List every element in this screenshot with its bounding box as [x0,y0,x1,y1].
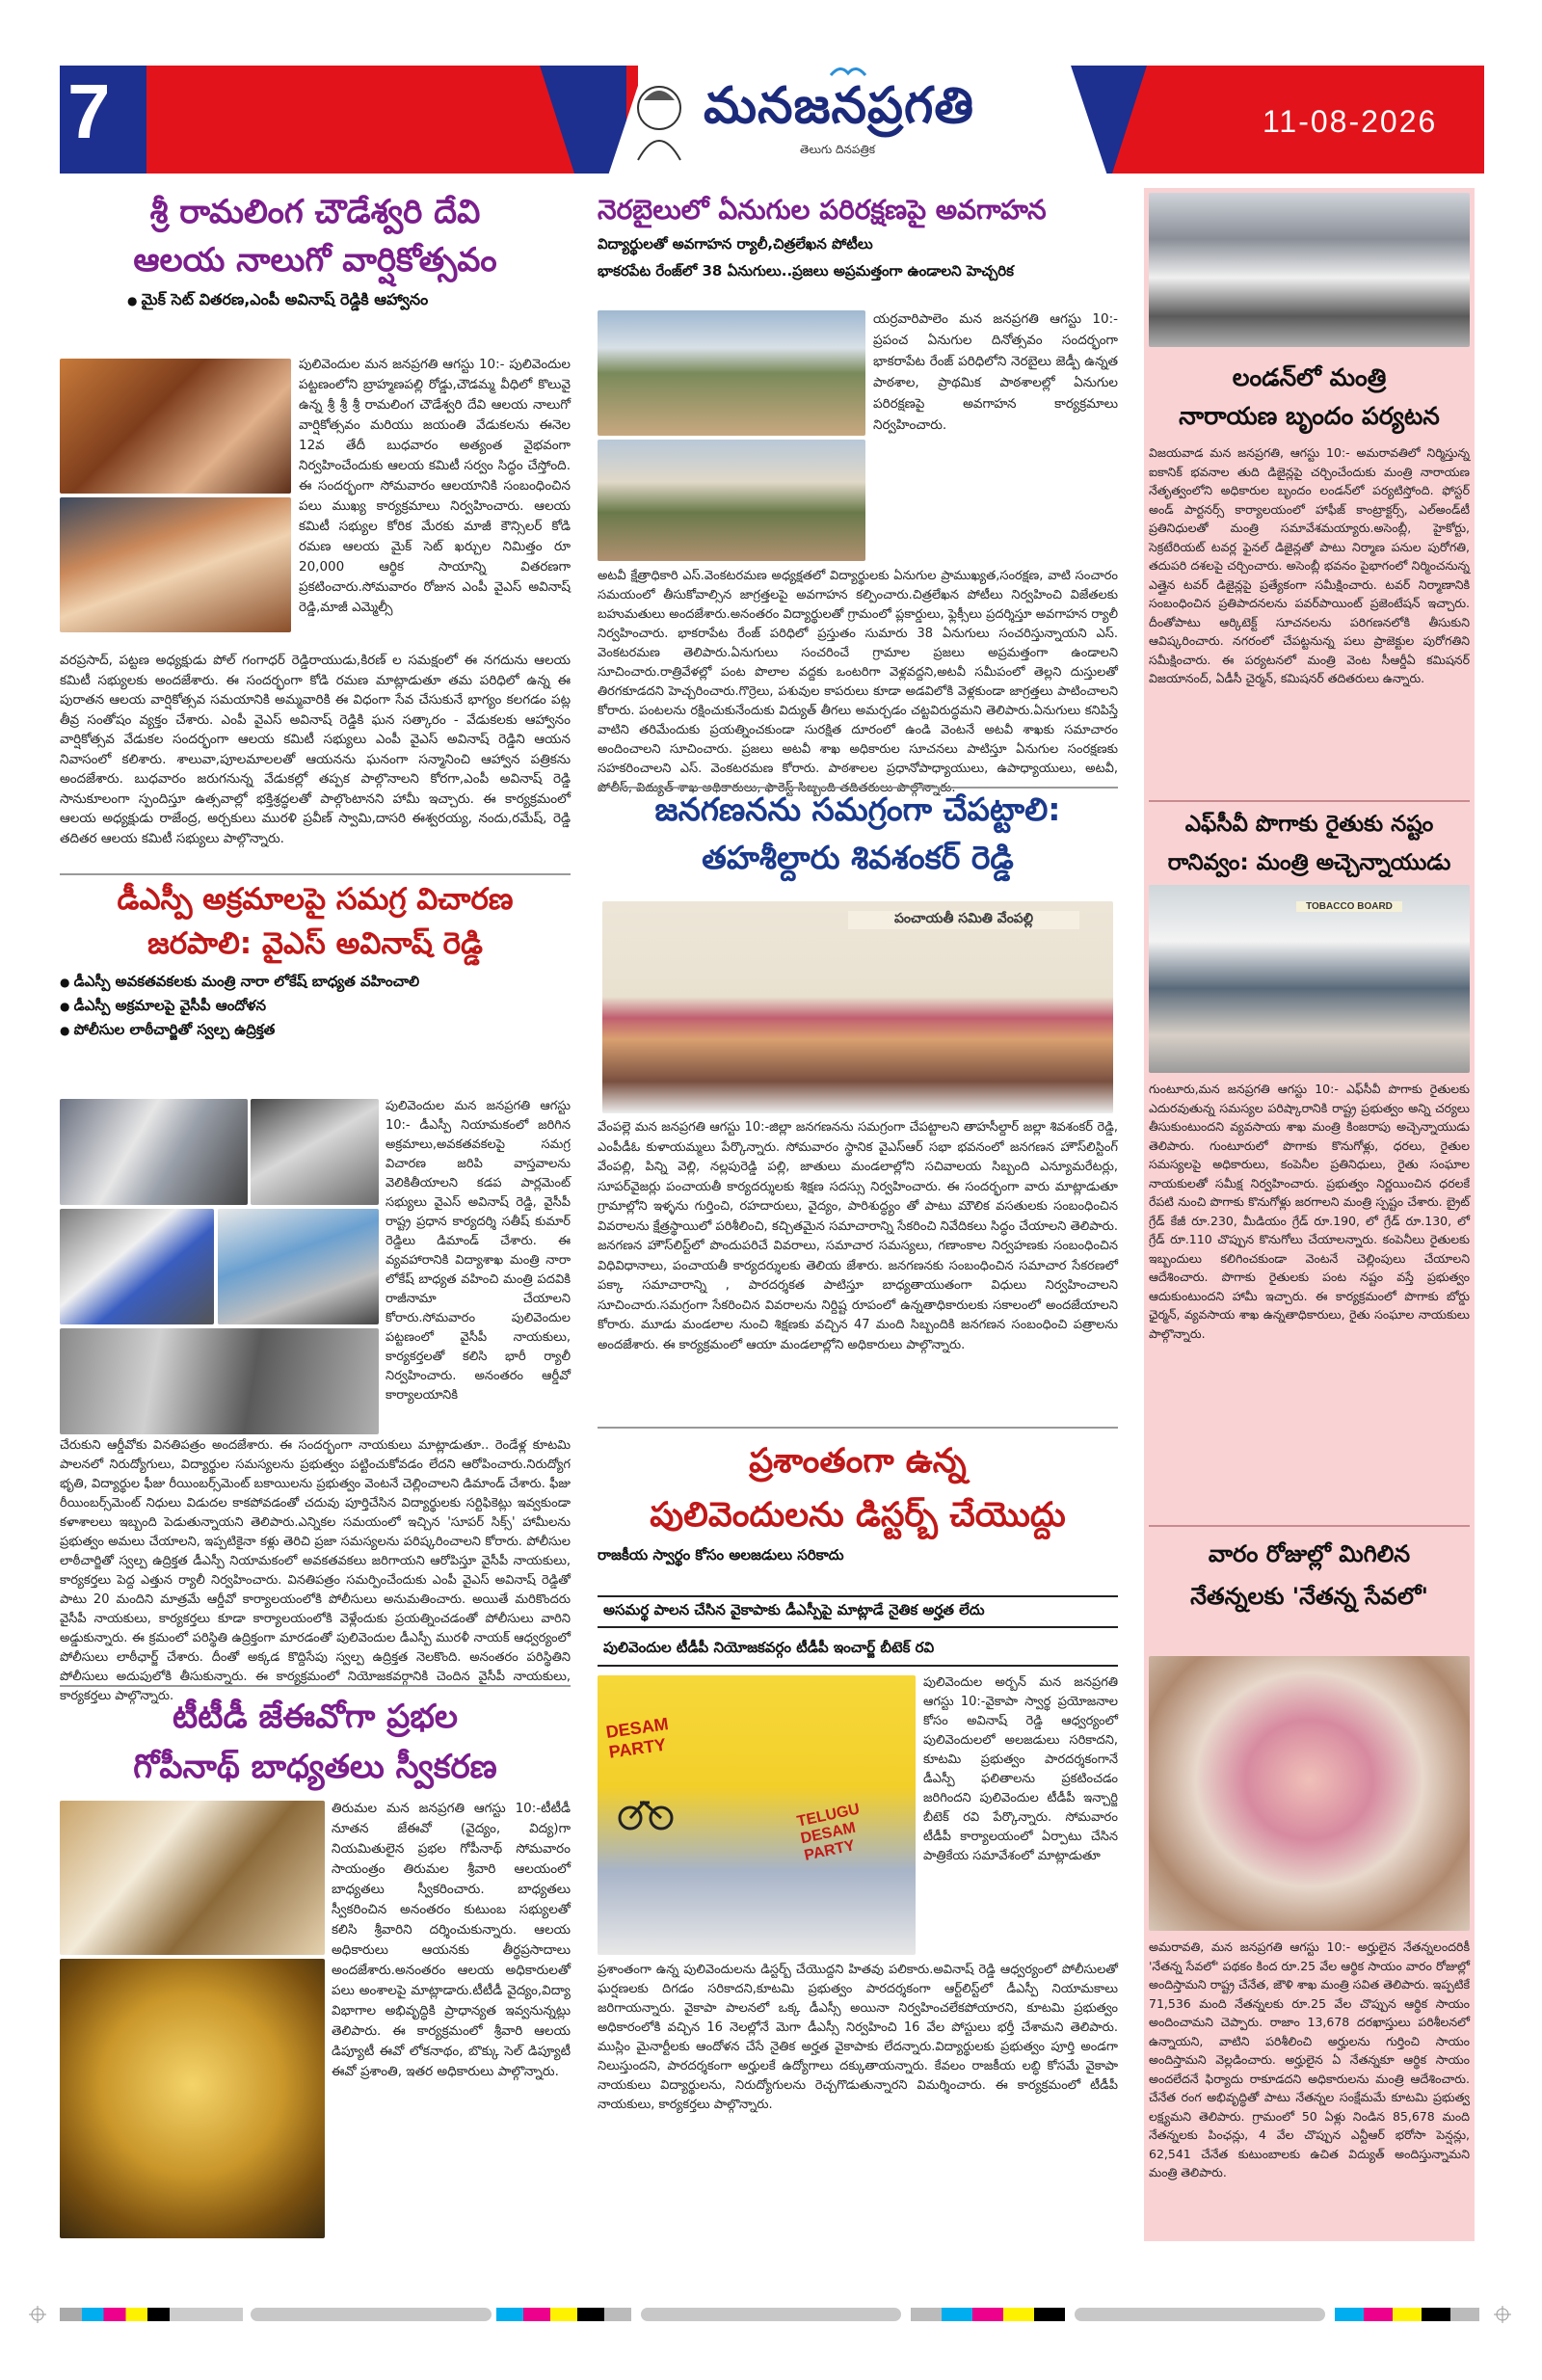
article-body-side: పులివెందుల మన జనప్రగతి ఆగస్టు 10:- పులివెందుల పట్టణంలోని బ్రాహ్మణపల్లి రోడ్డు,చౌడమ్మ వీధిలో కొలువై ఉన్న శ్రీ శ్రీ శ్రీ రామలింగ చౌడేశ్వరి దేవి ఆలయ నాలుగో వార్షికోత్సవం మరియు జయంతి వేడుకలను ఈనెల 12వ తేదీ బుధవారం అత్యంత వైభవంగా నిర్వహించేందుకు ఆలయ కమిటీ సర్వం సిద్ధం చేస్తోంది. ఈ సందర్భంగా సోమవారం ఆలయానికి సంబంధించిన పలు ముఖ్య కార్యక్రమాలు నిర్వహించారు. ఆలయ కమిటీ సభ్యుల కోరిక మేరకు మాజీ కౌన్సిలర్ కోడి రమణ ఆలయ మైక్ సెట్ ఖర్చుల నిమిత్తం రూ 20,000 ఆర్థిక సాయాన్ని వితరణగా ప్రకటించారు.సోమవారం రోజున ఎంపీ వైఎస్ అవినాష్ రెడ్డి,మాజీ ఎమ్మెల్సీ [299,357,571,615]
subheading-bullet-3: ● పోలీసుల లాఠీచార్జితో స్వల్ప ఉద్రిక్తత [60,1018,571,1042]
article-census [598,786,1118,882]
article-body: విజయవాడ మన జనప్రగతి, ఆగస్టు 10:- అమరావతిలో నిర్మిస్తున్న ఐకానిక్ భవనాల తుది డిజైన్లపై చర్చించేందుకు మంత్రి నారాయణ నేతృత్వంలోని అధికారుల బృందం లండన్‌లో పర్యటిస్తోంది. ఫోస్టర్ అండ్ పార్టనర్స్ కార్యాలయంలో హాఫీజ్ కాంట్రాక్టర్స్, ఎల్‌అండ్‌టీ ప్రతినిధులతో మంత్రి సమావేశమయ్యారు.అసెంబ్లీ, హైకోర్టు, సెక్రటేరియట్ టవర్ల ఫైనల్ డిజైన్లతో పాటు నిర్మాణ పనుల పురోగతి, తదుపరి దశలపై చర్చించారు. అసెంబ్లీ భవనం పైభాగంలో నిర్మించనున్న ఎత్తైన టవర్ డిజైన్లపై ప్రత్యేకంగా సమీక్షించారు. టవర్ నిర్మాణానికి సంబంధించిన ప్రతిపాదనలను పవర్‌పాయింట్ ప్రజెంటేషన్ ఇచ్చారు. దీంతోపాటు ఆర్కిటెక్ట్ సూచనలను పరిగణనలోకి తీసుకుని ఆవిష్కరించారు. నగరంలో చేపట్టనున్న పలు ప్రాజెక్టుల పురోగతిని సమీక్షించారు. ఈ పర్యటనలో మంత్రి వెంట సీఆర్డీఏ కమిషనర్ విజయానంద్, ఏడీసీ చైర్మన్, కమిషనర్ తదితరులు ఉన్నారు. [1149,445,1470,685]
headline-line-2: నారాయణ బృందం పర్యటన [1179,402,1440,430]
tobacco-photo-sign: TOBACCO BOARD [1296,901,1402,912]
divider [1149,800,1470,802]
headline: నెరబైలులో ఏనుగుల పరిరక్షణపై అవగాహన [598,194,1047,226]
rally-photo-1 [60,1099,248,1205]
logo-portrait [625,73,694,166]
article-body: చేరుకుని ఆర్డీవోకు వినతిపత్రం అందజేశారు. ఈ సందర్భంగా నాయకులు మాట్లాడుతూ.. రెండేళ్ల కూటమి పాలనలో నిరుద్యోగులు, విద్యార్థుల సమస్యలను ప్రభుత్వం పట్టించుకోవడం లేదని ఆరోపించారు.నిరుద్యోగ భృతి, విద్యార్థుల ఫీజు రీయింబర్స్‌మెంట్ బకాయిలను ప్రభుత్వం వెంటనే చెల్లించాలని డిమాండ్ చేశారు. ఫీజు రీయింబర్స్‌మెంట్ నిధులు విడుదల కాకపోవడంతో చదువు పూర్తిచేసిన విద్యార్థులకు సర్టిఫికెట్లు ఇవ్వకుండా కళాశాలలు ఇబ్బంది పెడుతున్నాయని తెలిపారు.ఎన్నికల సమయంలో ఇచ్చిన 'సూపర్ సిక్స్' హామీలను ప్రభుత్వం అమలు చేయాలని, ఇప్పటికైనా కళ్లు తెరిచి ప్రజా సమస్యలను పరిష్కరించాలని కోరారు. పోలీసుల లాఠీచార్జితో స్వల్ప ఉద్రిక్తత డీఎస్పీ నియామకంలో అవకతవకలు జరిగాయని ఆరోపిస్తూ వైసీపీ నాయకులు, కార్యకర్తలు పెద్ద ఎత్తున ర్యాలీ నిర్వహించారు. వినతిపత్రం సమర్పించేందుకు ఎంపీ వైఎస్ అవినాష్ రెడ్డితో పాటు 20 మందిని మాత్రమే ఆర్డీవో కార్యాలయంలోకి పోలీసులు అనుమతించారు. అయితే మరికొందరు వైసీపీ నాయకులు, కార్యకర్తలు కూడా కార్యాలయంలోకి వెళ్లేందుకు ప్రయత్నించడంతో పోలీసులు వారిని అడ్డుకున్నారు. ఈ క్రమంలో పరిస్థితి ఉద్రిక్తంగా మారడంతో పులివెందుల డీఎస్పీ మురళీ నాయక్ ఆధ్వర్యంలో పోలీసులు లాఠీఛార్జ్ చేశారు. దీంతో అక్కడ కొద్దిసేపు స్వల్ప ఉద్రిక్తత నెలకొంది. అనంతరం పరిస్థితిని పోలీసులు అదుపులోకి తీసుకున్నారు. ఈ కార్యక్రమంలో నియోజకవర్గానికి చెందిన వైసీపీ నాయకులు, కార్యకర్తలు పాల్గొన్నారు. [60,1438,571,1703]
divider [598,1427,1118,1429]
elephant-rally-photo-2 [598,440,865,561]
headline-line-1: డీఎస్పీ అక్రమాలపై సమగ్ర విచారణ [117,882,514,917]
temple-photo-2 [60,497,291,632]
london-meeting-photo [1149,193,1470,347]
article-body: గుంటూరు,మన జనప్రగతి ఆగస్టు 10:- ఎఫ్‌సీవీ పొగాకు రైతులకు ఎదురవుతున్న సమస్యల పరిష్కారానికి రాష్ట్ర ప్రభుత్వం అన్ని చర్యలు తీసుకుంటుందని వ్యవసాయ శాఖ మంత్రి కింజరాపు అచ్చెన్నాయుడు తెలిపారు. గుంటూరులో పొగాకు కొనుగోళ్లు, ధరలు, రైతుల సమస్యలపై అధికారులు, కంపెనీల ప్రతినిధులు, రైతు సంఘాల నాయకులతో సమీక్ష నిర్వహించారు. ప్రభుత్వం నిర్ణయించిన ధరలకే రేపటి నుంచి పొగాకు కొనుగోళ్లు జరగాలని మంత్రి స్పష్టం చేశారు. బ్రైట్ గ్రేడ్ కేజీ రూ.230, మీడియం గ్రేడ్ రూ.190, లో గ్రేడ్ రూ.130, లో గ్రేడ్ రూ.110 చొప్పున కొనుగోలు చేయాలన్నారు. కంపెనీలు రైతులకు ఇబ్బందులు కలిగించకుండా వెంటనే చెల్లింపులు చేయాలని ఆదేశించారు. పొగాకు రైతులకు పంట నష్టం వస్తే ప్రభుత్వం ఆదుకుంటుందని హామీ ఇచ్చారు. ఈ కార్యక్రమంలో పొగాకు బోర్డు ఛైర్మన్, వ్యవసాయ శాఖ ఉన్నతాధికారులు, రైతు సంఘాల నాయకులు పాల్గొన్నారు. [1149,1082,1470,1341]
registration-crosshair-right [1494,2306,1511,2323]
registration-crosshair-left [29,2306,46,2323]
article-weavers-scheme [1149,1533,1470,1618]
headline-line-1: శ్రీ రామలింగ చౌడేశ్వరి దేవి [149,193,481,231]
article-body: తిరుమల మన జనప్రగతి ఆగస్టు 10:-టీటీడీ నూతన జేఈవో (వైద్యం, విద్య)గా నియమితులైన ప్రభల గోపీనాథ్ సోమవారం సాయంత్రం తిరుమల శ్రీవారి ఆలయంలో బాధ్యతలు స్వీకరించారు. బాధ్యతలు స్వీకరించిన అనంతరం కుటుంబ సభ్యులతో కలిసి శ్రీవారిని దర్శించుకున్నారు. ఆలయ అధికారులు ఆయనకు తీర్థప్రసాదాలు అందజేశారు.అనంతరం ఆలయ అధికారులతో పలు అంశాలపై మాట్లాడారు.టీటీడీ వైద్యం,విద్యా విభాగాల అభివృద్ధికి ప్రాధాన్యత ఇవ్వనున్నట్లు తెలిపారు. ఈ కార్యక్రమంలో శ్రీవారి ఆలయ డిప్యూటీ ఈవో లోకనాథం, బొక్కు సెల్ డిప్యూటీ ఈవో ప్రశాంతి, ఇతర అధికారులు పాల్గొన్నారు. [332,1801,571,2079]
temple-photo-1 [60,359,291,494]
color-registration-strip-5 [911,2308,1065,2321]
rally-photo-4 [218,1209,379,1324]
subheading-1: విద్యార్థులతో అవగాహన ర్యాలీ,చిత్రలేఖన పోటీలు [598,235,873,253]
headline-line-1: టీటీడీ జేఈవోగా ప్రభల [173,1698,458,1736]
headline-line-1: ప్రశాంతంగా ఉన్న [749,1442,967,1481]
divider [60,873,571,875]
ttd-photo-2 [60,1959,325,2238]
headline-line-1: వారం రోజుల్లో మిగిలిన [1208,1540,1411,1567]
color-registration-strip-7 [1335,2308,1479,2321]
article-body: వరప్రసాద్, పట్టణ అధ్యక్షుడు పోల్ గంగాధర్ రెడ్డిరాయుడు,కిరణ్ ల సమక్షంలో ఈ నగదును ఆలయ కమిటీ సభ్యులకు అందజేశారు. ఈ సందర్భంగా కోడి రమణ మాట్లాడుతూ తమ పరిధిలో ఉన్న ఈ పురాతన ఆలయ వార్షికోత్సవ సమయానికి అమ్మవారికి ఈ విధంగా సేవ చేసుకునే భాగ్యం కలగడం పట్ల తీవ్ర సంతోషం వ్యక్తం చేశారు. ఎంపీ వైఎస్ అవినాష్ రెడ్డికి ఘన సత్కారం - వేడుకలకు ఆహ్వానం వార్షికోత్సవ వేడుకల సందర్భంగా ఆలయ కమిటీ సభ్యులు ఎంపీ వైఎస్ అవినాష్ రెడ్డిని ఆయన నివాసంలో కలిశారు. శాలువా,పూలమాలలతో ఆయనను ఘనంగా సన్మానించి ఆహ్వాన పత్రికను అందజేశారు. బుధవారం జరుగనున్న వేడుకల్లో తప్పక పాల్గొనాలని కోరగా,ఎంపీ అవినాష్ రెడ్డి సానుకూలంగా స్పందిస్తూ ఉత్సవాల్లో భక్తిశ్రద్ధలతో పాల్గొంటానని హామీ ఇచ్చారు. ఈ కార్యక్రమంలో ఆలయ అధ్యక్షుడు రాజేంద్ర, అర్చకులు మురళి ప్రవీణ్ స్వామి,దాసరి ఈశ్వరయ్య, నందు,రమేష్, రెడ్డి తదితర ఆలయ కమిటీ సభ్యులు పాల్గొన్నారు. [60,653,571,846]
color-registration-strip-4 [641,2308,901,2321]
cycle-icon [617,1793,675,1832]
elephant-rally-photo-1 [598,310,865,436]
subheading: రాజకీయ స్వార్థం కోసం అలజడులు సరికాదు [598,1546,844,1564]
highlight-bar-1: అసమర్థ పాలన చేసిన వైకాపాకు డీఎస్పీపై మాట్లాడే నైతిక అర్హత లేదు [598,1595,1118,1628]
color-registration-strip-3 [496,2308,631,2321]
subheading-bullet: ● మైక్ సెట్ వితరణ,ఎంపీ అవినాష్ రెడ్డికి ఆహ్వానం [127,290,571,312]
subheading-2: భాకరపేట రేంజ్‌లో 38 ఏనుగులు..ప్రజలు అప్రమత్తంగా ఉండాలని హెచ్చరిక [598,262,1014,280]
highlight-bar-2: పులివెందుల టీడీపీ నియోజకవర్గం టీడీపీ ఇంచార్జ్ బీటెక్ రవి [598,1634,1118,1667]
article-dsc-inquiry [60,877,571,1042]
headline-line-2: నేతన్నలకు 'నేతన్న సేవలో' [1190,1583,1428,1610]
article-body-side: పులివెందుల అర్బన్ మన జనప్రగతి ఆగస్టు 10:-వైకాపా స్వార్థ ప్రయోజనాల కోసం అవినాష్ రెడ్డి ఆధ్వర్యంలో పులివెందులలో అలజడులు సరికాదని, కూటమి ప్రభుత్వం పారదర్శకంగానే డీఎస్పీ ఫలితాలను ప్రకటించడం జరిగిందని పులివెందుల టీడీపీ ఇన్చార్జి బీటెక్ రవి పేర్కొన్నారు. సోమవారం టీడీపీ కార్యాలయంలో ఏర్పాటు చేసిన పాత్రికేయ సమావేశంలో మాట్లాడుతూ [923,1675,1118,1863]
article-tdp-statement [598,1434,1118,1567]
logo-bird-icon [829,62,867,81]
census-photo-sign: పంచాయతీ సమితి వేంపల్లి [848,911,1079,929]
logo-tagline: తెలుగు దినపత్రిక [800,143,876,156]
minister-portrait-photo [1149,1656,1470,1931]
color-registration-strip-6 [1075,2308,1325,2321]
article-ttd-jeo [60,1692,571,1792]
rally-photo-3 [60,1209,214,1324]
article-body: ప్రశాంతంగా ఉన్న పులివెందులను డిస్టర్బ్ చేయొద్దని హితవు పలికారు.అవినాష్ రెడ్డి ఆధ్వర్యంలో పోలీసులతో ఘర్షణలకు దిగడం సరికాదని,కూటమి ప్రభుత్వం పారదర్శకంగా ఆర్ట్‌లిస్ట్‌లో డీఎస్పీ నియామకాలు జరిగాయన్నారు. వైకాపా పాలనలో ఒక్క డీఎస్సీ అయినా నిర్వహించలేకపోయారని, కూటమి ప్రభుత్వం అధికారంలోకి వచ్చిన 16 నెలల్లోనే మెగా డీఎస్సీ నిర్వహించి 16 వేల పోస్టులు భర్తీ చేశామని తెలిపారు. ముస్లిం మైనార్టీలకు ఆందోళన చేసే నైతిక అర్హత వైకాపాకు లేదన్నారు.విద్యార్థులకు ప్రభుత్వం పూర్తి అండగా నిలుస్తుందని, పారదర్శకంగా అర్హులకే ఉద్యోగాలు దక్కుతాయన్నారు. కేవలం రాజకీయ లబ్ధి కోసమే వైకాపా నాయకులు విద్యార్థులను, నిరుద్యోగులను రెచ్చగొడుతున్నారని విమర్శించారు. ఈ కార్యక్రమంలో టీడీపీ నాయకులు, కార్యకర్తలు పాల్గొన్నారు. [598,1963,1118,2112]
headline-line-1: ఎఫ్‌సీవీ పొగాకు రైతుకు నష్టం [1184,812,1434,837]
ttd-photo-1 [60,1801,325,1955]
article-elephant-awareness [598,188,1118,282]
article-temple-anniversary [60,188,571,312]
article-body: వేంపల్లె మన జనప్రగతి ఆగస్టు 10:-జిల్లా జనగణనను సమగ్రంగా చేపట్టాలని తాహసీల్దార్ జల్లా శివశంకర్ రెడ్డి, ఎంపీడీఓ కుళాయమ్మలు పేర్కొన్నారు. సోమవారం స్థానిక వైఎస్ఆర్ సభా భవనంలో జనగణన హౌస్‌లిస్టింగ్ వేంపల్లి, పిన్ని వెల్లి, నల్లపురెడ్డి పల్లి, జాతులు మండలాల్లోని సచివాలయ సిబ్బంది ఎన్యూమరేటర్లు, సూపర్‌వైజర్లు పంచాయతీ కార్యదర్శులకు శిక్షణ సదస్సు నిర్వహించారు. ఈ సందర్భంగా వారు మాట్లాడుతూ గ్రామాల్లోని ఇళ్ళను గుర్తించి, రహదారులు, వైద్యం, పారిశుద్ధ్యం తో పాటు మౌలిక వసతులకు సంబంధించిన వివరాలను క్షేత్రస్థాయిలో పరిశీలించి, కచ్చితమైన సమాచారాన్ని సేకరించి నివేదికలు సిద్ధం చేయాలని తెలిపారు. జనగణన హౌస్‌లిస్ట్‌లో పొందుపరిచే వివరాలు, సమాచార సమస్యలు, గణాంకాల నిర్వహణకు సంబంధించిన విధివిధానాలు, పంచాయతీ కార్యదర్శులకు తెలియ జేశారు. జనగణనకు సంబంధించిన సమాచార సేకరణలో పక్కా సమాచారాన్ని , పారదర్శకత పాటిస్తూ బాధ్యతాయుతంగా విధులు నిర్వహించాలని సూచించారు.సమగ్రంగా సేకరించిన వివరాలను నిర్దిష్ట రూపంలో ఉన్నతాధికారులకు సకాలంలో అందజేయాలని కోరారు. మూడు మండలాల నుంచి శిక్షణకు వచ్చిన 47 మంది సిబ్బందికి జనగణన సంబంధించి పత్రాలను అందజేశారు. ఈ కార్యక్రమంలో ఆయా మండలాల్లోని అధికారులు పాల్గొన్నారు. [598,1120,1118,1352]
tobacco-board-meeting-photo [1149,885,1470,1073]
headline-line-2: తహశీల్దారు శివశంకర్ రెడ్డి [702,839,1014,876]
rally-photo-2 [251,1099,379,1205]
color-registration-strip-2 [251,2308,492,2321]
headline-line-2: గోపీనాథ్ బాధ్యతలు స్వీకరణ [133,1748,497,1786]
banner-text-right: TELUGU DESAM PARTY [795,1801,862,1864]
headline-line-1: లండన్‌లో మంత్రి [1232,363,1387,391]
logo-wordmark: మనజనప్రగతి [704,77,974,135]
article-body: అటవీ క్షేత్రాధికారి ఎస్.వెంకటరమణ అధ్యక్షతలో విద్యార్థులకు ఏనుగుల ప్రాముఖ్యత,సంరక్షణ, వాటి సంచారం సమయంలో తీసుకోవాల్సిన జాగ్రత్తలపై అవగాహన కల్పించారు.చిత్రలేఖన పోటీలు నిర్వహించి విజేతలకు బహుమతులు అందజేశారు.అనంతరం విద్యార్థులతో గ్రామంలో ప్లకార్డులు, ఫ్లెక్సీలు ప్రదర్శిస్తూ అవగాహన ర్యాలీ నిర్వహించారు. భాకరాపేట రేంజ్ పరిధిలో ప్రస్తుతం సుమారు 38 ఏనుగులు సంచరిస్తున్నాయని ఎస్. వెంకటరమణ తెలిపారు.ఏనుగులు సంచరించే గ్రామాల ప్రజలు అప్రమత్తంగా ఉండాలని సూచించారు.రాత్రివేళల్లో పంట పొలాల వద్దకు ఒంటరిగా వెళ్లవద్దని,అటవీ సమీపంలో తెల్లని దుస్తులతో తిరగకూడదని హెచ్చరించారు.గొర్రెలు, పశువుల కాపరులు కూడా అడవిలోకి వెళ్లకుండా జాగ్రత్తలు పాటించాలని కోరారు. పంటలను రక్షించుకునేందుకు విద్యుత్ తీగలు అమర్చడం చట్టవిరుద్ధమని తెలిపారు.ఏనుగులు కనిపిస్తే వాటిని తరిమేందుకు ప్రయత్నించకుండా సురక్షిత దూరంలో ఉండి వెంటనే అటవీ శాఖకు సమాచారం అందించాలని సూచించారు. ప్రజలు అటవీ శాఖ అధికారుల సూచనలు పాటిస్తూ ఏనుగుల సంరక్షణకు సహకరించాలని ఎస్. వెంకటరమణ కోరారు. పాఠశాలల ప్రధానోపాధ్యాయులు, ఉపాధ్యాయులు, అటవీ, [598,569,1118,776]
article-body-side: పులివెందుల మన జనప్రగతి ఆగస్టు 10:- డీఎస్పీ నియామకంలో జరిగిన అక్రమాలు,అవకతవకలపై సమగ్ర విచారణ జరిపి వాస్తవాలను వెలికితీయాలని కడప పార్లమెంట్ సభ్యులు వైఎస్ అవినాష్ రెడ్డి, వైసీపీ రాష్ట్ర ప్రధాన కార్యదర్శి సతీష్ కుమార్ రెడ్డిలు డిమాండ్ చేశారు. ఈ వ్యవహారానికి విద్యాశాఖ మంత్రి నారా లోకేష్ బాధ్యత వహించి మంత్రి పదవికి రాజీనామా చేయాలని కోరారు.సోమవారం పులివెందుల పట్టణంలో వైసీపీ నాయకులు, కార్యకర్తలతో కలిసి భారీ ర్యాలీ నిర్వహించారు. అనంతరం ఆర్డీవో కార్యాలయానికి [386,1099,571,1403]
subheading-bullet-2: ● డీఎస్పీ అక్రమాలపై వైసీపీ ఆందోళన [60,994,571,1018]
issue-date: 11-08-2026 [1263,104,1438,139]
headline-line-2: రానివ్వం: మంత్రి అచ్చెన్నాయుడు [1167,850,1451,875]
rally-photo-5 [60,1328,379,1434]
subheading-bullet-1: ● డీఎస్పీ అవకతవకలకు మంత్రి నారా లోకేష్ బాధ్యత వహించాలి [60,970,571,994]
headline-line-2: జరపాలి: వైఎస్ అవినాష్ రెడ్డి [147,926,483,961]
article-body: అమరావతి, మన జనప్రగతి ఆగస్టు 10:- అర్హులైన నేతన్నలందరికీ 'నేతన్న సేవలో' పథకం కింద రూ.25 వేల ఆర్థిక సాయం వారం రోజుల్లో అందిస్తామని రాష్ట్ర చేనేత, జౌళి శాఖ మంత్రి సవిత తెలిపారు. ఇప్పటికే 71,536 మంది నేతన్నలకు రూ.25 వేల చొప్పున ఆర్థిక సాయం అందించామని చెప్పారు. రాజాం 13,678 దరఖాస్తులు పరిశీలనలో ఉన్నాయని, వాటిని పరిశీలించి అర్హులను గుర్తించి సాయం అందిస్తామని వెల్లడించారు. అర్హులైన ఏ నేతన్నకూ ఆర్థిక సాయం అందలేదనే ఫిర్యాదు రాకూడదని అధికారులను మంత్రి ఆదేశించారు. చేనేత రంగ అభివృద్ధితో పాటు నేతన్నల సంక్షేమమే కూటమి ప్రభుత్వ లక్ష్యమని తెలిపారు. గ్రామంలో 50 ఏళ్లు నిండిన 85,678 మంది నేతన్నలకు పింఛన్లు, 4 వేల చొప్పున ఎన్టీఆర్ భరోసా పెన్షన్లు, 62,541 చేనేత కుటుంబాలకు ఉచిత విద్యుత్ అందిస్తున్నామని మంత్రి తెలిపారు. [1149,1939,1470,2179]
headline-line-2: పులివెందులను డిస్టర్బ్ చేయొద్దు [650,1496,1066,1535]
census-meeting-photo [602,901,1113,1113]
divider [60,1685,571,1687]
headline-line-1: జనగణనను సమగ్రంగా చేపట్టాలి: [654,790,1061,828]
article-tobacco-farmers [1149,805,1470,882]
page-number: 7 [67,68,111,154]
divider [1149,1525,1470,1527]
banner-text-left: DESAM PARTY [604,1714,670,1762]
headline-line-2: ఆలయ నాలుగో వార్షికోత్సవం [133,241,497,280]
article-london-visit [1149,359,1470,436]
color-registration-strip-1 [60,2308,243,2321]
article-body-side: యర్రవారిపాలెం మన జనప్రగతి ఆగస్టు 10:-ప్రపంచ ఏనుగుల దినోత్సవం సందర్భంగా భాకరాపేట రేంజ్ పరిధిలోని నెరబైలు జెడ్పీ ఉన్నత పాఠశాల, ప్రాథమిక పాఠశాలల్లో ఏనుగుల పరిరక్షణపై అవగాహన కార్యక్రమాలు నిర్వహించారు. [873,311,1118,433]
